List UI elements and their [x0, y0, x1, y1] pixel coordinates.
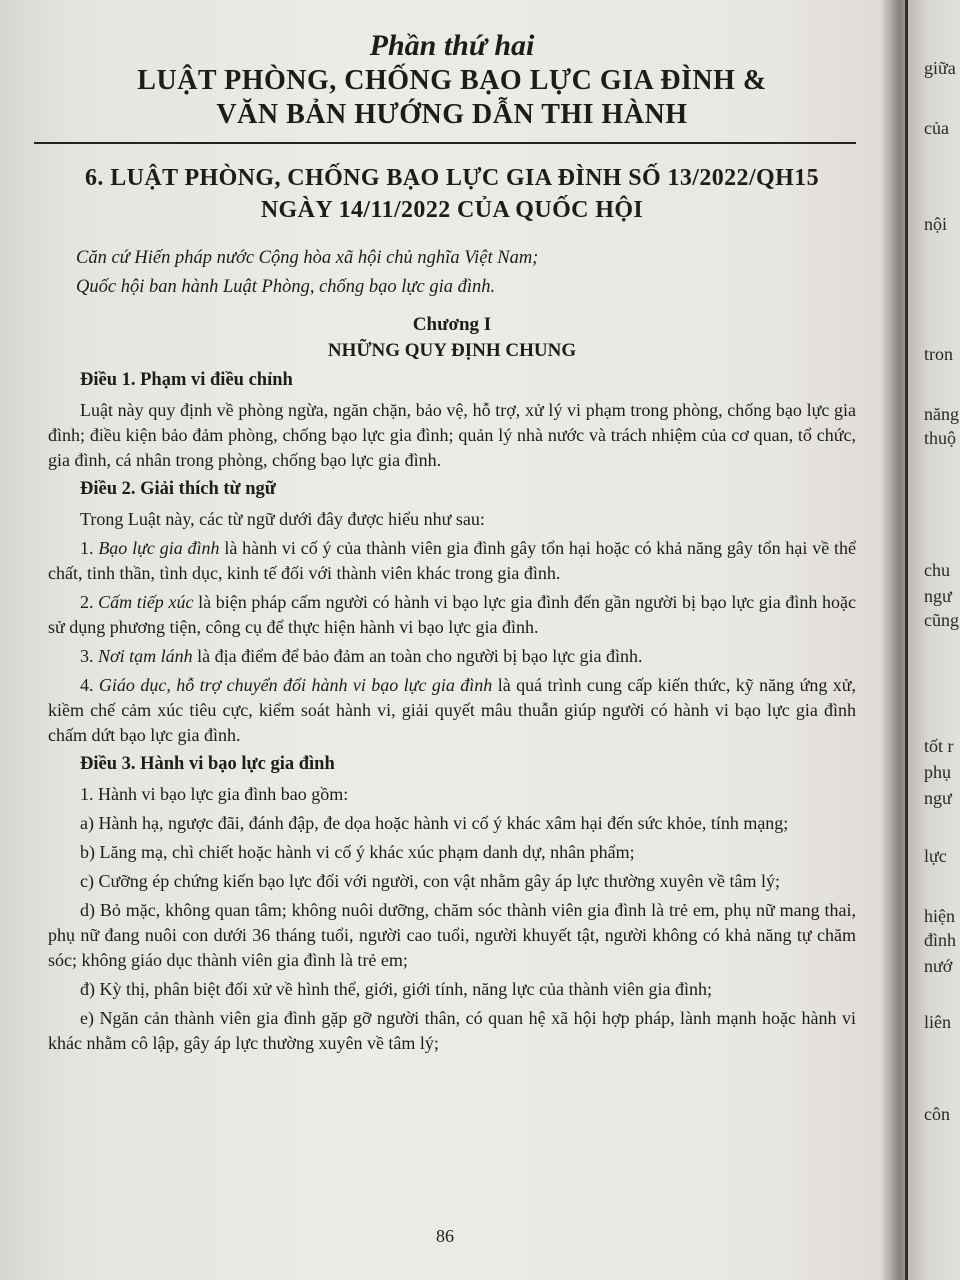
book-page-right-edge — [908, 0, 960, 1280]
law-title-line-1: 6. LUẬT PHÒNG, CHỐNG BẠO LỰC GIA ĐÌNH SỐ 13/2022/QH15 — [85, 165, 819, 191]
item-number: 3. — [80, 646, 98, 666]
preamble-line-1: Căn cứ Hiến pháp nước Cộng hòa xã hội chủ nghĩa Việt Nam; — [76, 248, 539, 268]
defined-term: Bạo lực gia đình — [98, 538, 220, 558]
facing-text-fragment: hiện — [924, 906, 955, 926]
article-3-item-c: c) Cưỡng ép chứng kiến bạo lực đối với người, con vật nhằm gây áp lực thường xuyên về tâm lý; — [80, 871, 780, 891]
article-3-intro: 1. Hành vi bạo lực gia đình bao gồm: — [80, 784, 349, 804]
chapter-title: NHỮNG QUY ĐỊNH CHUNG — [327, 340, 577, 361]
preamble-line-2: Quốc hội ban hành Luật Phòng, chống bạo lực gia đình. — [76, 277, 496, 297]
law-title-line-2: NGÀY 14/11/2022 CỦA QUỐC HỘI — [260, 197, 644, 223]
page-number: 86 — [436, 1226, 454, 1246]
article-2-intro: Trong Luật này, các từ ngữ dưới đây được hiểu như sau: — [80, 509, 485, 529]
article-3-item-dd: đ) Kỳ thị, phân biệt đối xử về hình thể, giới, giới tính, năng lực của thành viên gia đình; — [80, 979, 712, 999]
article-2-item-2 — [48, 590, 856, 640]
facing-text-fragment: giữa — [924, 58, 956, 78]
facing-text-fragment: nướ — [924, 956, 953, 976]
article-3-title: Điều 3. Hành vi bạo lực gia đình — [80, 754, 335, 774]
facing-text-fragment: ngư — [924, 586, 952, 606]
facing-text-fragment: của — [924, 118, 949, 138]
defined-term: Giáo dục, hỗ trợ chuyển đổi hành vi bạo lực gia đình — [98, 675, 493, 695]
article-2-title: Điều 2. Giải thích từ ngữ — [80, 479, 276, 499]
facing-text-fragment: thuộ — [924, 428, 957, 448]
facing-text-fragment: tron — [924, 344, 953, 364]
item-number: 4. — [80, 675, 99, 695]
article-2-item-4 — [48, 673, 856, 748]
facing-text-fragment: lực — [924, 846, 947, 866]
facing-text-fragment: cũng — [924, 610, 959, 630]
part-title: Phần thứ hai — [369, 29, 535, 62]
definition-text: là địa điểm để bảo đảm an toàn cho người bị bạo lực gia đình. — [192, 646, 643, 666]
facing-text-fragment: phụ — [924, 762, 951, 782]
chapter-label: Chương I — [412, 314, 492, 335]
collection-heading-line-1: LUẬT PHÒNG, CHỐNG BẠO LỰC GIA ĐÌNH & — [137, 65, 767, 96]
facing-text-fragment: nội — [924, 214, 948, 234]
defined-term: Cấm tiếp xúc — [98, 592, 194, 612]
facing-text-fragment: đình — [924, 930, 957, 950]
facing-text-fragment: ngư — [924, 788, 952, 808]
law-title — [48, 162, 856, 226]
item-number: 2. — [80, 592, 99, 612]
article-3-item-b: b) Lăng mạ, chì chiết hoặc hành vi cố ý khác xúc phạm danh dự, nhân phẩm; — [80, 842, 635, 862]
collection-heading-line-2: VĂN BẢN HƯỚNG DẪN THI HÀNH — [216, 99, 688, 130]
article-3-item-a: a) Hành hạ, ngược đãi, đánh đập, đe dọa hoặc hành vi cố ý khác xâm hại đến sức khỏe, tính mạng; — [80, 813, 789, 833]
facing-text-fragment: tốt r — [924, 736, 954, 756]
article-1-title: Điều 1. Phạm vi điều chỉnh — [80, 370, 293, 390]
article-2-item-3 — [48, 644, 856, 669]
definition-text: là quá trình cung cấp kiến thức, kỹ năng ứng xử, kiềm chế cảm xúc tiêu cực, kiểm soát hành vi, giải quyết mâu thuẫn giúp người có hành vi bạo lực gia đình chấm dứt bạo lực gia đình. — [48, 675, 857, 745]
article-1-text: Luật này quy định về phòng ngừa, ngăn chặn, bảo vệ, hỗ trợ, xử lý vi phạm trong phòng, chống bạo lực gia đình; điều kiện bảo đảm phòng, chống bạo lực gia đình; quản lý nhà nước và trách nhiệm của cơ quan, tổ chức, gia đình, cá nhân trong phòng, chống bạo lực gia đình. — [48, 400, 856, 470]
facing-text-fragment: chu — [924, 560, 950, 580]
page-content — [48, 28, 856, 1058]
definition-text: là biện pháp cấm người có hành vi bạo lực gia đình đến gần người bị bạo lực gia đình hoặc sử dụng phương tiện, công cụ để thực hiện hành vi bạo lực gia đình. — [48, 592, 856, 637]
facing-text-fragment: năng — [924, 404, 959, 424]
heading-divider — [34, 142, 856, 144]
defined-term: Nơi tạm lánh — [98, 646, 193, 666]
item-number: 1. — [80, 538, 99, 558]
article-3-item-d: d) Bỏ mặc, không quan tâm; không nuôi dưỡng, chăm sóc thành viên gia đình là trẻ em, phụ nữ mang thai, phụ nữ đang nuôi con dưới 36 tháng tuổi, người cao tuổi, người khuyết tật, người không có khả năng tự chăm sóc; không giáo dục thành viên gia đình là trẻ em; — [48, 900, 856, 970]
article-3-item-e: e) Ngăn cản thành viên gia đình gặp gỡ người thân, có quan hệ xã hội hợp pháp, lành mạnh hoặc hành vi khác nhằm cô lập, gây áp lực thường xuyên về tâm lý; — [48, 1008, 856, 1053]
article-2-item-1 — [48, 536, 856, 586]
definition-text: là hành vi cố ý của thành viên gia đình gây tổn hại hoặc có khả năng gây tổn hại về thể chất, tinh thần, tình dục, kinh tế đối với thành viên khác trong gia đình. — [48, 538, 857, 583]
facing-text-fragment: liên — [924, 1012, 951, 1032]
facing-text-fragment: côn — [924, 1104, 950, 1124]
